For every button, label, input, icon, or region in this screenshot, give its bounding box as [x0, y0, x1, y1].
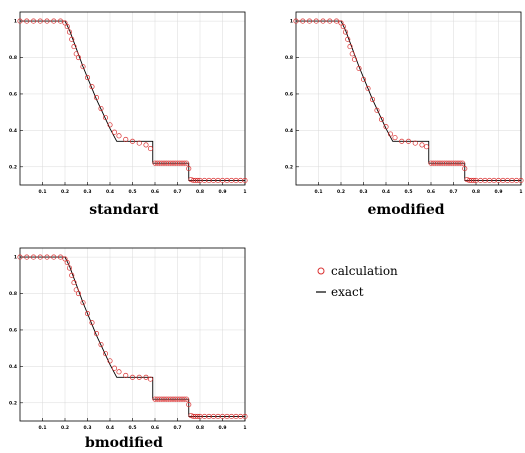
x-tick-label: 0.4: [106, 190, 114, 195]
legend-calculation-marker: [318, 268, 324, 274]
x-tick-label: 0.3: [83, 190, 92, 195]
x-tick-label: 0.5: [128, 190, 137, 195]
x-tick-label: 1: [519, 190, 523, 195]
x-tick-label: 0.7: [173, 426, 182, 431]
y-tick-label: 1: [13, 255, 17, 261]
panel-caption: standard: [89, 202, 159, 218]
y-tick-label: 0.6: [9, 328, 17, 334]
data-point-calculation: [148, 146, 152, 150]
y-tick-label: 1: [13, 19, 17, 25]
x-tick-label: 0.8: [472, 190, 480, 195]
x-tick-label: 0.6: [427, 190, 435, 195]
y-tick-label: 0.2: [9, 165, 17, 171]
x-tick-label: 0.2: [61, 190, 69, 195]
y-tick-label: 0.4: [9, 364, 17, 370]
x-tick-label: 0.1: [38, 190, 47, 195]
x-tick-label: 0.5: [128, 426, 137, 431]
x-tick-label: 0.4: [106, 426, 114, 431]
x-tick-label: 0.1: [38, 426, 47, 431]
x-tick-label: 0.6: [151, 190, 159, 195]
y-tick-label: 0.2: [9, 401, 17, 407]
data-point-calculation: [117, 370, 121, 374]
x-tick-label: 1: [243, 190, 247, 195]
x-tick-label: 0.9: [218, 190, 227, 195]
x-tick-label: 0.9: [494, 190, 503, 195]
legend-calculation-label: calculation: [331, 264, 398, 278]
x-tick-label: 0.3: [359, 190, 368, 195]
x-tick-label: 0.2: [61, 426, 69, 431]
y-tick-label: 0.4: [9, 128, 17, 134]
x-tick-label: 0.7: [173, 190, 182, 195]
data-point-calculation: [117, 134, 121, 138]
y-tick-label: 0.2: [285, 165, 293, 171]
data-point-calculation: [112, 130, 116, 134]
x-tick-label: 0.9: [218, 426, 227, 431]
data-point-calculation: [420, 143, 424, 147]
chart-panel-bmodified: [9, 248, 247, 451]
chart-panels: [9, 12, 523, 451]
y-tick-label: 0.6: [285, 92, 293, 98]
y-tick-label: 0.8: [9, 56, 17, 62]
y-tick-label: 0.6: [9, 92, 17, 98]
x-tick-label: 0.3: [83, 426, 92, 431]
chart-panel-standard: [9, 12, 247, 218]
y-tick-label: 0.8: [285, 56, 293, 62]
data-point-calculation: [112, 366, 116, 370]
panel-caption: bmodified: [85, 435, 163, 451]
legend-exact-label: exact: [331, 285, 364, 299]
x-tick-label: 0.5: [404, 190, 413, 195]
panel-caption: emodified: [367, 202, 445, 218]
x-tick-label: 0.8: [196, 190, 204, 195]
chart-panel-emodified: [285, 12, 523, 218]
x-tick-label: 0.2: [337, 190, 345, 195]
x-tick-label: 0.7: [449, 190, 458, 195]
y-tick-label: 0.8: [9, 292, 17, 298]
x-tick-label: 1: [243, 426, 247, 431]
data-point-calculation: [424, 145, 428, 149]
x-tick-label: 0.6: [151, 426, 159, 431]
y-tick-label: 0.4: [285, 128, 293, 134]
legend: [316, 264, 398, 299]
y-tick-label: 1: [289, 19, 293, 25]
data-point-calculation: [144, 143, 148, 147]
x-tick-label: 0.4: [382, 190, 390, 195]
data-point-calculation: [350, 52, 354, 56]
x-tick-label: 0.8: [196, 426, 204, 431]
x-tick-label: 0.1: [314, 190, 323, 195]
data-point-calculation: [393, 135, 397, 139]
